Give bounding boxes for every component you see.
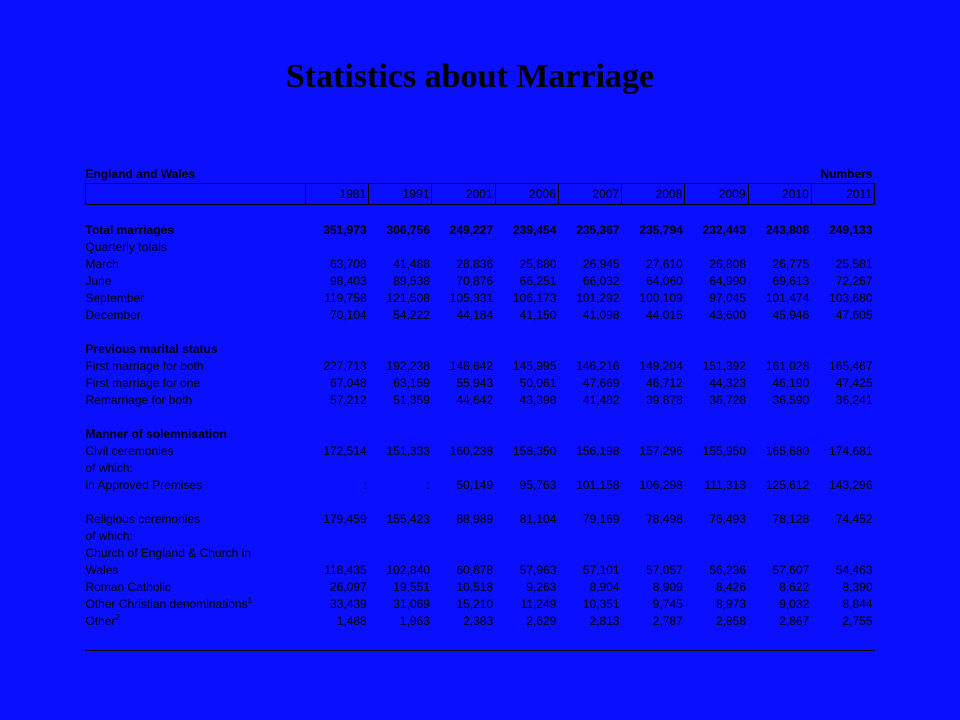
marital-row-value: 192,238 — [386, 359, 430, 373]
church-row-value: 57,101 — [582, 563, 620, 577]
civil-row-label — [86, 443, 306, 460]
empty-cell — [622, 545, 685, 562]
other-row — [86, 613, 875, 630]
quarter-row-value: 25,581 — [835, 257, 873, 271]
marital-row-value: 227,713 — [323, 359, 367, 373]
religious-row-value: 179,459 — [323, 512, 367, 526]
marital-row — [86, 392, 875, 409]
spacer-cell — [86, 494, 875, 511]
approved-premises-row-value: 106,298 — [639, 478, 683, 492]
empty-cell — [558, 460, 621, 477]
civil-row-value: 157,296 — [639, 444, 683, 458]
church-heading-label-text: Church of England & Church in — [85, 546, 251, 560]
empty-cell — [811, 239, 874, 256]
quarterly-heading-label — [86, 239, 306, 256]
marital-row-value: 39,878 — [646, 393, 683, 407]
quarter-row — [86, 273, 875, 290]
marital-row-value: 41,482 — [582, 393, 620, 407]
other-row-value: 2,867 — [779, 614, 810, 628]
church-row — [86, 562, 875, 579]
other-row-label — [86, 613, 306, 630]
roman-catholic-row-value: 26,097 — [330, 580, 367, 594]
roman-catholic-row-label-text: Roman Catholic — [85, 580, 171, 594]
civil-of-which — [86, 460, 875, 477]
quarter-row-label — [86, 307, 306, 324]
empty-cell — [306, 460, 369, 477]
civil-row — [86, 443, 875, 460]
spacer-cell — [86, 205, 875, 223]
marital-row-label-text: Remarriage for both — [85, 393, 193, 407]
approved-premises-row — [86, 477, 875, 494]
marital-row-value: 151,392 — [702, 359, 747, 373]
marital-row-value: 43,398 — [519, 393, 557, 407]
other-christian-row-label — [86, 596, 306, 613]
quarter-row-value: 64,990 — [709, 274, 747, 288]
marital-row-value: 146,216 — [576, 359, 620, 373]
religious-of-which-label-text: of which: — [85, 529, 133, 543]
other-row-value: 2,787 — [652, 614, 683, 628]
year-header: 2007 — [558, 184, 621, 205]
spacer-row — [86, 324, 875, 341]
empty-cell — [369, 341, 432, 358]
other-row-value: 2,629 — [526, 614, 557, 628]
other-row-value: 2,813 — [589, 614, 620, 628]
marital-row-value: 149,204 — [639, 359, 683, 373]
empty-cell — [748, 545, 811, 562]
marital-row-value: 145,995 — [512, 359, 557, 373]
quarterly-heading — [86, 239, 875, 256]
roman-catholic-row-value: 8,904 — [589, 580, 620, 594]
roman-catholic-row-value: 9,263 — [526, 580, 557, 594]
other-row-value: 2,755 — [842, 614, 873, 628]
other-row-value: 1,963 — [399, 614, 430, 628]
marital-row-value: 36,590 — [772, 393, 810, 407]
marital-heading-label — [86, 341, 306, 358]
spacer-row — [86, 494, 875, 511]
other-row-value: 2,383 — [463, 614, 494, 628]
quarter-row-label-text: September — [85, 291, 145, 305]
total-marriages-row-value: 235,367 — [576, 223, 620, 237]
year-header: 1991 — [369, 184, 432, 205]
empty-cell — [748, 341, 811, 358]
total-marriages-row-value: 306,756 — [386, 223, 430, 237]
religious-row-value: 76,493 — [709, 512, 747, 526]
quarter-row — [86, 307, 875, 324]
religious-row-value: 79,169 — [582, 512, 620, 526]
empty-cell — [558, 545, 621, 562]
religious-row-value: 88,989 — [456, 512, 494, 526]
quarter-row-value: 97,045 — [709, 291, 747, 305]
total-marriages-row-value: 243,808 — [765, 223, 810, 237]
empty-cell — [306, 528, 369, 545]
page-title: Statistics about Marriage — [285, 58, 655, 95]
quarter-row-value: 98,403 — [330, 274, 367, 288]
marital-row-value: 57,212 — [330, 393, 367, 407]
empty-cell — [558, 528, 621, 545]
religious-row-value: 155,423 — [386, 512, 430, 526]
roman-catholic-row-value: 10,518 — [456, 580, 494, 594]
empty-cell — [811, 426, 874, 443]
empty-cell — [495, 239, 558, 256]
empty-cell — [432, 528, 495, 545]
church-row-label — [86, 562, 306, 579]
empty-cell — [685, 426, 748, 443]
marital-row-value: 50,061 — [519, 376, 557, 390]
quarter-row-value: 45,946 — [772, 308, 810, 322]
approved-premises-row-value: 111,313 — [704, 478, 747, 492]
quarter-row-value: 70,104 — [330, 308, 367, 322]
roman-catholic-row-label — [86, 579, 306, 596]
quarter-row-label — [86, 256, 306, 273]
quarter-row-value: 27,610 — [646, 257, 683, 271]
empty-cell — [622, 426, 685, 443]
quarter-row-value: 103,680 — [829, 291, 873, 305]
quarter-row-value: 25,880 — [519, 257, 557, 271]
empty-cell — [432, 426, 495, 443]
marital-row-value: 161,028 — [765, 359, 810, 373]
quarter-row-value: 69,613 — [772, 274, 810, 288]
approved-premises-row-value: : — [363, 478, 367, 492]
quarter-row-label-text: March — [85, 257, 119, 271]
marital-row-value: 165,467 — [829, 359, 873, 373]
civil-row-value: 160,238 — [449, 444, 494, 458]
empty-cell — [622, 460, 685, 477]
quarter-row-value: 41,488 — [393, 257, 430, 271]
other-christian-row-value: 8,844 — [842, 597, 873, 611]
empty-cell — [685, 341, 748, 358]
marital-row-value: 46,712 — [646, 376, 683, 390]
other-christian-row-value: 31,069 — [393, 597, 430, 611]
marital-heading — [86, 341, 875, 358]
total-marriages-row-label — [86, 222, 306, 239]
church-row-value: 57,963 — [519, 563, 557, 577]
empty-cell — [685, 460, 748, 477]
quarter-row-value: 101,474 — [765, 291, 810, 305]
other-row-value: 1,488 — [336, 614, 367, 628]
civil-of-which-label — [86, 460, 306, 477]
quarter-row-value: 26,808 — [709, 257, 747, 271]
total-marriages-row-value: 235,794 — [639, 223, 683, 237]
empty-cell — [495, 341, 558, 358]
empty-cell — [306, 426, 369, 443]
quarter-row-value: 64,060 — [646, 274, 683, 288]
unit-label: Numbers — [820, 167, 873, 181]
religious-row-value: 74,452 — [835, 512, 873, 526]
empty-cell — [811, 545, 874, 562]
header-blank — [86, 184, 306, 205]
quarter-row-value: 43,600 — [709, 308, 747, 322]
religious-row-value: 81,104 — [519, 512, 557, 526]
empty-cell — [811, 341, 874, 358]
quarter-row-value: 28,836 — [456, 257, 494, 271]
total-marriages-row — [86, 222, 875, 239]
other-row-label-text: Other — [85, 614, 116, 628]
empty-cell — [432, 341, 495, 358]
empty-cell — [748, 426, 811, 443]
marital-row-value: 148,642 — [449, 359, 494, 373]
marital-row-value: 46,190 — [772, 376, 810, 390]
marital-row — [86, 375, 875, 392]
marital-row-value: 36,241 — [835, 393, 873, 407]
quarter-row-value: 44,015 — [646, 308, 683, 322]
other-row-footnote: 2 — [115, 613, 120, 622]
religious-of-which — [86, 528, 875, 545]
quarter-row-label — [86, 273, 306, 290]
church-row-value: 56,236 — [709, 563, 747, 577]
civil-row-value: 151,333 — [386, 444, 430, 458]
empty-cell — [495, 545, 558, 562]
approved-premises-row-value: 143,296 — [829, 478, 873, 492]
religious-row-label-text: Religious ceremonies — [85, 512, 201, 526]
quarter-row — [86, 256, 875, 273]
empty-cell — [622, 239, 685, 256]
civil-row-value: 155,950 — [702, 444, 747, 458]
religious-row-value: 78,128 — [772, 512, 810, 526]
church-row-value: 60,878 — [456, 563, 494, 577]
approved-premises-row-value: 95,763 — [519, 478, 557, 492]
marital-row-value: 44,323 — [709, 376, 747, 390]
empty-cell — [685, 545, 748, 562]
total-marriages-row-value: 249,133 — [829, 223, 873, 237]
year-header: 2001 — [432, 184, 495, 205]
quarter-row-value: 47,605 — [835, 308, 873, 322]
other-christian-row-value: 10,351 — [582, 597, 620, 611]
empty-cell — [558, 341, 621, 358]
table-bottom-rule — [85, 650, 875, 651]
quarterly-heading-label-text: Quarterly totals — [85, 240, 167, 254]
roman-catholic-row-value: 8,909 — [652, 580, 683, 594]
total-marriages-row-value: 232,443 — [702, 223, 747, 237]
roman-catholic-row-value: 8,390 — [842, 580, 873, 594]
empty-cell — [369, 460, 432, 477]
empty-cell — [685, 528, 748, 545]
church-row-value: 57,057 — [646, 563, 683, 577]
marital-row-value: 47,425 — [835, 376, 873, 390]
roman-catholic-row — [86, 579, 875, 596]
other-christian-row-value: 33,439 — [330, 597, 367, 611]
year-header: 2006 — [495, 184, 558, 205]
quarter-row-value: 100,109 — [639, 291, 683, 305]
total-marriages-row-value: 351,973 — [323, 223, 367, 237]
empty-cell — [558, 426, 621, 443]
quarter-row-value: 105,331 — [449, 291, 494, 305]
quarter-row-value: 101,292 — [576, 291, 620, 305]
roman-catholic-row-value: 19,551 — [393, 580, 430, 594]
year-header: 2008 — [622, 184, 685, 205]
quarter-row-value: 63,708 — [330, 257, 367, 271]
empty-cell — [369, 528, 432, 545]
year-header: 1981 — [306, 184, 369, 205]
spacer-cell — [86, 324, 875, 341]
empty-cell — [685, 239, 748, 256]
empty-cell — [748, 528, 811, 545]
region-label: England and Wales — [85, 167, 196, 181]
empty-cell — [495, 426, 558, 443]
marital-row-value: 51,359 — [393, 393, 430, 407]
religious-row-value: 78,498 — [646, 512, 683, 526]
other-christian-row-footnote: 1 — [247, 596, 253, 605]
approved-premises-row-value: 125,612 — [765, 478, 810, 492]
other-christian-row-value: 9,745 — [652, 597, 683, 611]
church-row-value: 57,607 — [772, 563, 810, 577]
church-row-value: 54,463 — [835, 563, 873, 577]
marital-row-label — [86, 358, 306, 375]
other-row-value: 2,858 — [716, 614, 747, 628]
spacer-cell — [86, 409, 875, 426]
religious-row-label — [86, 511, 306, 528]
empty-cell — [748, 239, 811, 256]
marriage-statistics-table — [85, 166, 875, 630]
marital-row — [86, 358, 875, 375]
quarter-row-value: 54,222 — [393, 308, 430, 322]
year-header-row — [86, 184, 875, 205]
quarter-row-value: 41,150 — [519, 308, 557, 322]
total-marriages-row-label-text: Total marriages — [85, 223, 174, 237]
quarter-row-label-text: June — [85, 274, 112, 288]
quarter-row-value: 44,184 — [456, 308, 494, 322]
empty-cell — [432, 239, 495, 256]
empty-cell — [622, 528, 685, 545]
empty-cell — [369, 239, 432, 256]
civil-row-value: 165,680 — [765, 444, 810, 458]
manner-heading-label — [86, 426, 306, 443]
other-christian-row-label-text: Other Christian denominations — [85, 597, 248, 611]
total-marriages-row-value: 249,227 — [449, 223, 494, 237]
approved-premises-row-label-text: in Approved Premises — [85, 478, 203, 492]
empty-cell — [495, 528, 558, 545]
spacer-row — [86, 205, 875, 223]
civil-row-value: 158,350 — [512, 444, 557, 458]
marital-row-value: 67,048 — [330, 376, 367, 390]
church-row-value: 118,435 — [324, 563, 367, 577]
civil-row-value: 174,681 — [829, 444, 873, 458]
church-heading-label — [86, 545, 306, 562]
empty-cell — [306, 545, 369, 562]
quarter-row-value: 119,758 — [324, 291, 367, 305]
empty-cell — [811, 460, 874, 477]
marital-row-label-text: First marriage for both — [85, 359, 204, 373]
marital-row-value: 44,642 — [456, 393, 494, 407]
empty-cell — [748, 460, 811, 477]
marital-row-label-text: First marriage for one — [85, 376, 201, 390]
quarter-row-value: 66,251 — [519, 274, 557, 288]
marital-row-value: 55,943 — [456, 376, 494, 390]
quarter-row-value: 66,032 — [582, 274, 620, 288]
roman-catholic-row-value: 8,426 — [716, 580, 747, 594]
approved-premises-row-value: : — [426, 478, 430, 492]
other-christian-row-value: 9,032 — [779, 597, 810, 611]
other-christian-row-value: 8,973 — [716, 597, 747, 611]
empty-cell — [432, 545, 495, 562]
marital-row-label — [86, 392, 306, 409]
total-marriages-row-value: 239,454 — [512, 223, 557, 237]
quarter-row-label — [86, 290, 306, 307]
quarter-row-value: 106,173 — [512, 291, 557, 305]
religious-of-which-label — [86, 528, 306, 545]
quarter-row-value: 26,945 — [582, 257, 620, 271]
empty-cell — [369, 545, 432, 562]
civil-row-value: 172,514 — [323, 444, 367, 458]
approved-premises-row-value: 101,158 — [576, 478, 620, 492]
civil-row-value: 156,198 — [576, 444, 620, 458]
empty-cell — [811, 528, 874, 545]
quarter-row-value: 70,876 — [456, 274, 494, 288]
other-christian-row-value: 11,249 — [520, 597, 557, 611]
quarter-row-value: 72,267 — [835, 274, 873, 288]
approved-premises-row-value: 50,149 — [456, 478, 494, 492]
empty-cell — [622, 341, 685, 358]
other-christian-row-value: 15,210 — [456, 597, 494, 611]
church-row-label-text: Wales — [85, 563, 119, 577]
quarter-row-label-text: December — [85, 308, 141, 322]
year-header: 2011 — [811, 184, 874, 205]
religious-row — [86, 511, 875, 528]
quarter-row — [86, 290, 875, 307]
quarter-row-value: 41,098 — [582, 308, 620, 322]
civil-row-label-text: Civil ceremonies — [85, 444, 174, 458]
year-header: 2010 — [748, 184, 811, 205]
roman-catholic-row-value: 8,622 — [779, 580, 810, 594]
marital-row-value: 63,159 — [393, 376, 430, 390]
marital-row-value: 47,669 — [582, 376, 620, 390]
approved-premises-row-label — [86, 477, 306, 494]
manner-heading — [86, 426, 875, 443]
marital-row-value: 36,728 — [709, 393, 747, 407]
marital-heading-label-text: Previous marital status — [85, 342, 218, 356]
manner-heading-label-text: Manner of solemnisation — [85, 427, 227, 441]
empty-cell — [558, 239, 621, 256]
church-row-value: 102,840 — [386, 563, 430, 577]
quarter-row-value: 121,508 — [386, 291, 430, 305]
other-christian-row — [86, 596, 875, 613]
table-caption-row — [86, 166, 875, 184]
year-header: 2009 — [685, 184, 748, 205]
quarter-row-value: 89,538 — [393, 274, 430, 288]
church-heading — [86, 545, 875, 562]
empty-cell — [306, 239, 369, 256]
empty-cell — [369, 426, 432, 443]
empty-cell — [495, 460, 558, 477]
empty-cell — [306, 341, 369, 358]
marriage-table-container — [85, 166, 875, 651]
quarter-row-value: 26,775 — [772, 257, 810, 271]
marital-row-label — [86, 375, 306, 392]
empty-cell — [432, 460, 495, 477]
civil-of-which-label-text: of which: — [85, 461, 133, 475]
spacer-row — [86, 409, 875, 426]
